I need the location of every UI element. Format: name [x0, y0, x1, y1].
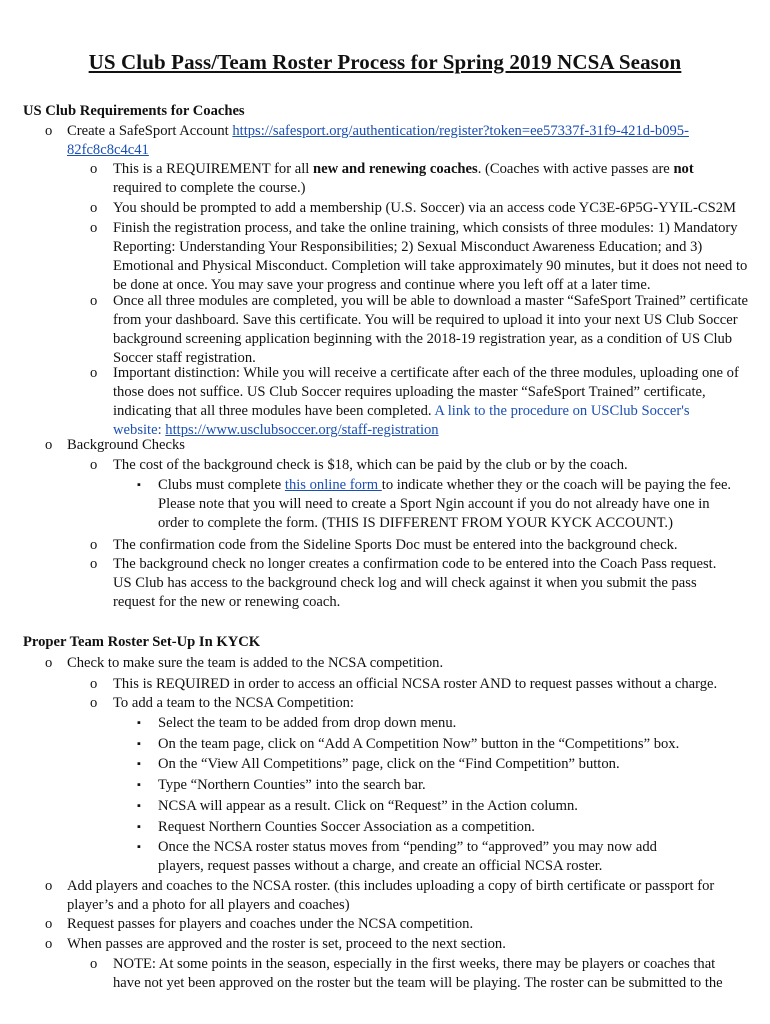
list-item-when-approved: When passes are approved and the roster is set, proceed to the next section. [67, 936, 506, 952]
bullet-circle: o [90, 695, 98, 711]
bullet-circle: o [90, 293, 98, 309]
bullet-circle: o [90, 956, 98, 972]
step-item: NCSA will appear as a result. Click on “Request” in the Action column. [158, 798, 578, 814]
list-item-safesport: Create a SafeSport Account https://safesport.org/authentication/register?token=ee57337f-31f9-421d-b095- 82fc8c8c4c41 [67, 123, 689, 158]
safesport-register-link[interactable]: https://safesport.org/authentication/register?token=ee57337f-31f9-421d-b095- [232, 123, 689, 139]
list-item-finish-registration: Finish the registration process, and take the online training, which consists of three modules: 1) Mandatory Reporting: Understanding Your Responsibilities; 2) Sexual Misconduct Awareness Education; and 3) Emotional and Physical Misconduct. Completion will take approximately 90 minutes, but it does not need to be done at once. You may save your progress and continue where you left off at a later time. [113, 220, 748, 293]
bullet-circle: o [90, 676, 98, 692]
page-title: US Club Pass/Team Roster Process for Spring 2019 NCSA Season [88, 50, 682, 74]
bullet-circle: o [45, 878, 53, 894]
list-item-note: NOTE: At some points in the season, especially in the first weeks, there may be players or coaches that have not yet been approved on the roster but the team will be playing. The roster can be submitted to the [113, 956, 723, 991]
list-item-important-distinction: Important distinction: While you will receive a certificate after each of the three modules, uploading one of those does not suffice. US Club Soccer requires uploading the master “SafeSport Trained” certificate, indicating that all three modules have been completed. A link to the procedure on USClub Soccer's website: https://www.usclubsoccer.org/staff-registration [113, 365, 739, 438]
bullet-circle: o [90, 537, 98, 553]
list-item-background-checks: Background Checks [67, 437, 185, 453]
online-form-link[interactable]: this online form [284, 477, 382, 493]
bullet-circle: o [45, 655, 53, 671]
bullet-circle: o [90, 457, 98, 473]
bullet-square: ▪ [137, 717, 141, 729]
bullet-square: ▪ [137, 779, 141, 791]
section-heading-roster: Proper Team Roster Set-Up In KYCK [23, 634, 261, 650]
bullet-square: ▪ [137, 758, 141, 770]
bullet-square: ▪ [137, 841, 141, 853]
list-item-check-team: Check to make sure the team is added to the NCSA competition. [67, 655, 444, 671]
list-item-online-form: Clubs must complete this online form to indicate whether they or the coach will be paying the fee. Please note that you will need to create a Sport Ngin account if you do not already have one in order to complete the form. (THIS IS DIFFERENT FROM YOUR KYCK ACCOUNT.) [158, 477, 732, 531]
bullet-circle: o [45, 437, 53, 453]
step-item: On the team page, click on “Add A Competition Now” button in the “Competitions” box. [158, 736, 680, 752]
bullet-circle: o [45, 916, 53, 932]
step-item: Type “Northern Counties” into the search bar. [158, 777, 426, 793]
bullet-circle: o [90, 556, 98, 572]
list-item-to-add: To add a team to the NCSA Competition: [113, 695, 354, 711]
list-item-add-players: Add players and coaches to the NCSA roster. (this includes uploading a copy of birth certificate or passport for player’s and a photo for all players and coaches) [67, 878, 715, 913]
bullet-circle: o [90, 365, 98, 381]
bullet-circle: o [90, 220, 98, 236]
list-item-modules-completed: Once all three modules are completed, you will be able to download a master “SafeSport Trained” certificate from your dashboard. Save this certificate. You will be required to upload it into your next US Club Soccer background screening application beginning with the 2018-19 registration year, as a condition of US Club Soccer staff registration. [113, 293, 749, 366]
section-heading-coaches: US Club Requirements for Coaches [23, 103, 245, 119]
bullet-circle: o [90, 200, 98, 216]
bullet-square: ▪ [137, 738, 141, 750]
safesport-register-link-cont[interactable]: 82fc8c8c4c41 [67, 142, 149, 158]
step-item: Request Northern Counties Soccer Association as a competition. [158, 819, 535, 835]
list-item-access-code: You should be prompted to add a membership (U.S. Soccer) via an access code YC3E-6P5G-YYIL-CS2M [113, 200, 736, 216]
bullet-circle: o [45, 123, 53, 139]
bullet-circle: o [45, 936, 53, 952]
step-item-once-approved: Once the NCSA roster status moves from “pending” to “approved” you may now add players, request passes without a charge, and create an official NCSA roster. [158, 839, 657, 874]
bullet-circle: o [90, 161, 98, 177]
step-item: On the “View All Competitions” page, click on the “Find Competition” button. [158, 756, 620, 772]
list-item-no-confirmation: The background check no longer creates a confirmation code to be entered into the Coach Pass request. US Club has access to the background check log and will check against it when you submit the pass request for the new or renewing coach. [113, 556, 717, 610]
bullet-square: ▪ [137, 479, 141, 491]
list-item-required: This is REQUIRED in order to access an official NCSA roster AND to request passes without a charge. [113, 676, 718, 692]
bullet-square: ▪ [137, 821, 141, 833]
list-item-background-cost: The cost of the background check is $18, which can be paid by the club or by the coach. [113, 457, 628, 473]
bullet-square: ▪ [137, 800, 141, 812]
step-item: Select the team to be added from drop down menu. [158, 715, 457, 731]
list-item-requirement: This is a REQUIREMENT for all new and renewing coaches. (Coaches with active passes are not required to complete the course.) [113, 161, 694, 196]
list-item-confirmation-code: The confirmation code from the Sideline Sports Doc must be entered into the background check. [113, 537, 678, 553]
list-item-request-passes: Request passes for players and coaches under the NCSA competition. [67, 916, 474, 932]
staff-registration-link[interactable]: https://www.usclubsoccer.org/staff-registration [165, 422, 439, 438]
